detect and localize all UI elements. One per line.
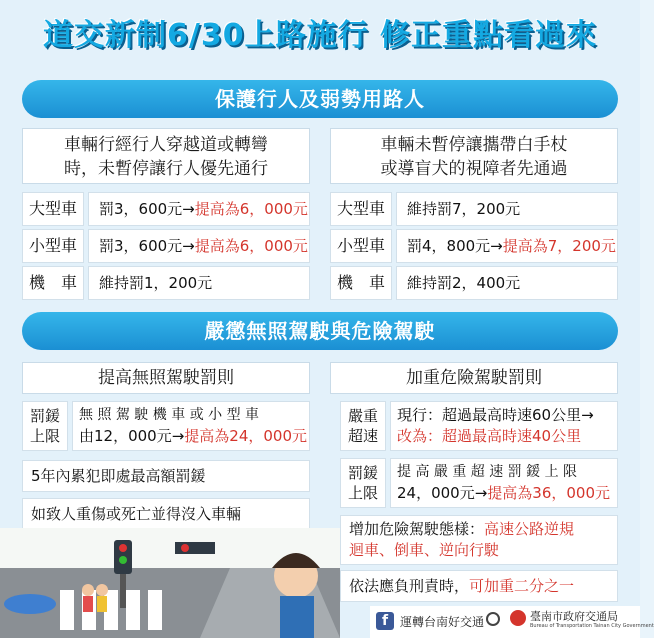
row-label: 機 車 — [330, 266, 392, 300]
row-label: 大型車 — [330, 192, 392, 226]
right-row-large — [330, 192, 618, 226]
right-header-line2: 或導盲犬的視障者先通過 — [380, 159, 568, 179]
left-header-line1: 車輛行經行人穿越道或轉彎 — [64, 135, 268, 155]
row-label: 大型車 — [22, 192, 84, 226]
row-label: 機 車 — [22, 266, 84, 300]
search-icon — [486, 612, 500, 626]
left-row-large — [22, 192, 310, 226]
car-icon — [4, 594, 56, 614]
speeding-text: 現行：超過最高時速60公里→ 改為：超過最高時速40公里 — [390, 401, 618, 451]
section2-banner: 嚴懲無照駕駛與危險駕駛 — [22, 312, 618, 350]
left-row-small — [22, 229, 310, 263]
agency-name: 臺南市政府交通局 — [530, 610, 618, 623]
left-header-line2: 時，未暫停讓行人優先通行 — [64, 159, 268, 179]
row-value: 維持罰2，400元 — [396, 266, 618, 300]
facebook-page-label[interactable]: 運轉台南好交通 — [400, 615, 485, 629]
repeat-offense-note: 5年內累犯即處最高額罰鍰 — [22, 460, 310, 492]
dangerous-driving-types: 增加危險駕駛態樣：高速公路逆規 迴車、倒車、逆向行駛 — [340, 515, 618, 565]
row-label: 小型車 — [330, 229, 392, 263]
section1-left-header — [22, 128, 310, 184]
facebook-icon[interactable]: f — [376, 612, 394, 630]
fine-cap2-label: 罰鍰 上限 — [340, 458, 386, 508]
section1-right-header — [330, 128, 618, 184]
row-value: 維持罰1，200元 — [88, 266, 310, 300]
section2-right-header: 加重危險駕駛罰則 — [330, 362, 618, 394]
right-row-moto — [330, 266, 618, 300]
pedestrian-icon — [82, 584, 94, 596]
agency-logo-icon — [510, 610, 526, 626]
speeding-label: 嚴重 超速 — [340, 401, 386, 451]
agency-name-en: Bureau of Transportation Tainan City Government — [530, 623, 654, 629]
confiscation-note: 如致人重傷或死亡並得沒入車輛 — [22, 498, 310, 530]
row-value: 維持罰7，200元 — [396, 192, 618, 226]
section2-left-header: 提高無照駕駛罰則 — [22, 362, 310, 394]
street-illustration — [0, 528, 340, 638]
row-label: 小型車 — [22, 229, 84, 263]
fine-cap-label: 罰鍰 上限 — [22, 401, 68, 451]
poster-title: 道交新制6/30上路施行 修正重點看過來 — [42, 18, 598, 53]
fine-cap2-text: 提 高 嚴 重 超 速 罰 鍰 上 限 24，000元→提高為36，000元 — [390, 458, 618, 508]
left-row-moto — [22, 266, 310, 300]
row-value: 罰3，600元→提高為6，000元 — [88, 192, 310, 226]
fine-cap-text: 無 照 駕 駛 機 車 或 小 型 車 由12，000元→提高為24，000元 — [72, 401, 310, 451]
right-header-line1: 車輛未暫停讓攜帶白手杖 — [380, 135, 568, 155]
section1-banner: 保護行人及弱勢用路人 — [22, 80, 618, 118]
footer — [370, 606, 654, 638]
criminal-liability-note: 依法應負刑責時，可加重二分之一 — [340, 570, 618, 602]
row-value: 罰3，600元→提高為6，000元 — [88, 229, 310, 263]
row-value: 罰4，800元→提高為7，200元 — [396, 229, 618, 263]
right-row-small — [330, 229, 618, 263]
